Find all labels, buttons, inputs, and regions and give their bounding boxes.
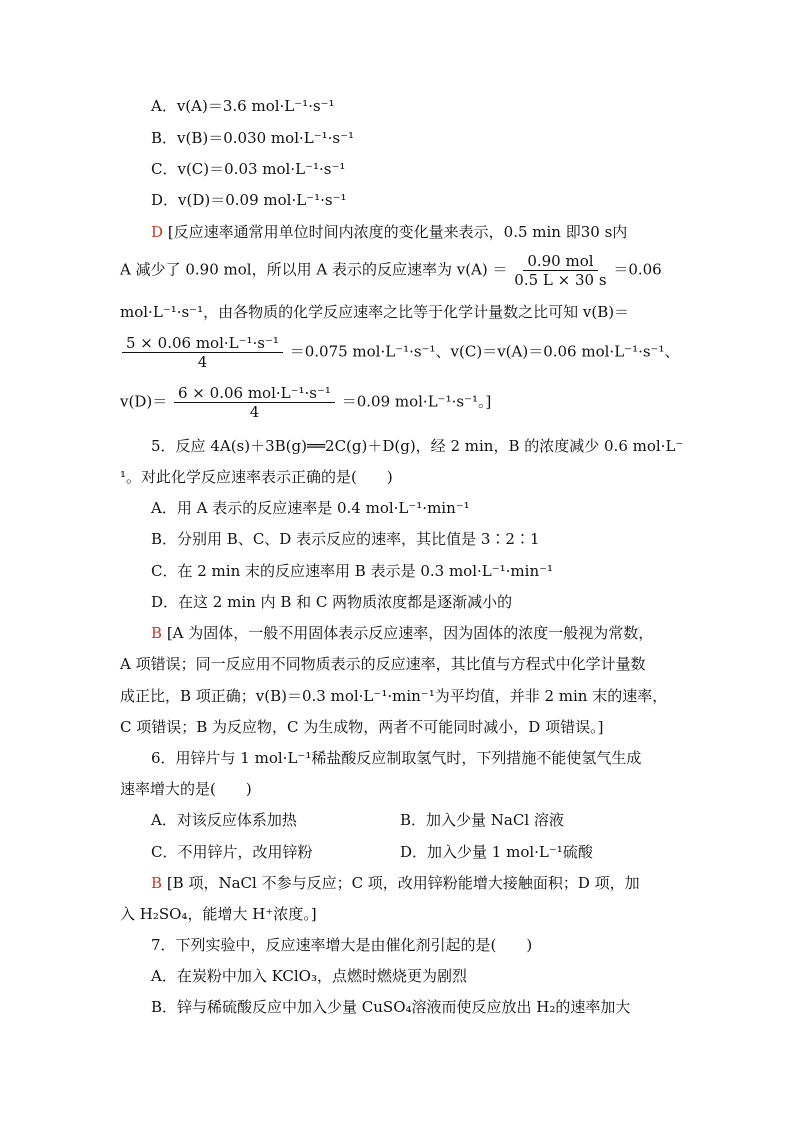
q4-fraction-vd-numerator: 6 × 0.06 mol·L⁻¹·s⁻¹ xyxy=(174,384,335,403)
q6-option-c: C．不用锌片，改用锌粉 xyxy=(151,843,313,861)
q4-explanation-text-2b: ＝0.06 xyxy=(613,260,662,279)
q4-fraction-va xyxy=(514,252,606,289)
q6-option-a: A．对该反应体系加热 xyxy=(151,811,297,829)
q5-explanation-text-1: [A 为固体，一般不用固体表示反应速率，因为固体的浓度一般视为常数， xyxy=(166,624,654,642)
q6-explanation-line-2: 入 H₂SO₄，能增大 H⁺浓度。] xyxy=(120,905,317,923)
q4-fraction-vd xyxy=(174,384,335,421)
q4-option-c: C．v(C)＝0.03 mol·L⁻¹·s⁻¹ xyxy=(151,160,346,178)
q6-answer-letter: B xyxy=(151,874,163,892)
q5-stem-line-1: 5．反应 4A(s)＋3B(g)══2C(g)＋D(g)，经 2 min，B 的浓度减少 0.6 mol·L⁻ xyxy=(151,437,684,455)
q4-explanation-text-5a: v(D)＝ xyxy=(120,392,168,411)
q4-explanation-text-2a: A 减少了 0.90 mol，所以用 A 表示的反应速率为 v(A) ＝ xyxy=(120,260,508,279)
q4-option-d: D．v(D)＝0.09 mol·L⁻¹·s⁻¹ xyxy=(151,191,347,209)
q4-fraction-vd-denominator: 4 xyxy=(249,403,260,421)
q7-option-a: A．在炭粉中加入 KClO₃，点燃时燃烧更为剧烈 xyxy=(151,967,467,985)
q5-option-c: C．在 2 min 末的反应速率用 B 表示是 0.3 mol·L⁻¹·min⁻¹ xyxy=(151,562,554,580)
q5-option-b: B．分别用 B、C、D 表示反应的速率，其比值是 3∶2∶1 xyxy=(151,530,540,548)
q6-option-b: B．加入少量 NaCl 溶液 xyxy=(400,811,564,829)
q5-explanation-line-3: 成正比，B 项正确；v(B)＝0.3 mol·L⁻¹·min⁻¹为平均值，并非 2 min 末的速率， xyxy=(120,687,668,705)
q5-explanation-line-1 xyxy=(151,623,653,643)
q4-fraction-vb xyxy=(122,334,283,371)
q4-explanation-line-5 xyxy=(120,384,491,421)
q5-stem-line-2: ¹。对此化学反应速率表示正确的是( ) xyxy=(120,468,393,486)
q5-option-a: A．用 A 表示的反应速率是 0.4 mol·L⁻¹·min⁻¹ xyxy=(151,499,470,517)
q4-explanation-text-1: [反应速率通常用单位时间内浓度的变化量来表示，0.5 min 即30 s内 xyxy=(167,223,628,241)
q4-explanation-line-1 xyxy=(151,222,627,242)
q5-answer-letter: B xyxy=(151,624,163,642)
q5-explanation-line-2: A 项错误；同一反应用不同物质表示的反应速率，其比值与方程式中化学计量数 xyxy=(120,655,646,673)
q4-fraction-vb-numerator: 5 × 0.06 mol·L⁻¹·s⁻¹ xyxy=(122,334,283,353)
q5-option-d: D．在这 2 min 内 B 和 C 两物质浓度都是逐渐减小的 xyxy=(151,593,513,611)
q6-explanation-text-1: [B 项，NaCl 不参与反应；C 项，改用锌粉能增大接触面积；D 项，加 xyxy=(166,874,640,892)
q4-explanation-text-4b: ＝0.075 mol·L⁻¹·s⁻¹、v(C)＝v(A)＝0.06 mol·L⁻¹·s⁻¹、 xyxy=(289,342,680,361)
q4-option-a: A．v(A)＝3.6 mol·L⁻¹·s⁻¹ xyxy=(151,97,335,115)
q4-answer-letter: D xyxy=(151,223,164,241)
q4-explanation-line-2 xyxy=(120,252,662,289)
q5-explanation-line-4: C 项错误；B 为反应物，C 为生成物，两者不可能同时减小，D 项错误。] xyxy=(120,718,604,736)
q4-explanation-line-4 xyxy=(120,334,679,371)
q6-stem-line-1: 6．用锌片与 1 mol·L⁻¹稀盐酸反应制取氢气时，下列措施不能使氢气生成 xyxy=(151,749,642,767)
q6-stem-line-2: 速率增大的是( ) xyxy=(120,780,252,798)
q7-stem: 7．下列实验中，反应速率增大是由催化剂引起的是( ) xyxy=(151,936,533,954)
q6-option-d: D．加入少量 1 mol·L⁻¹硫酸 xyxy=(400,843,593,861)
q4-fraction-vb-denominator: 4 xyxy=(197,353,208,371)
q4-explanation-line-3: mol·L⁻¹·s⁻¹，由各物质的化学反应速率之比等于化学计量数之比可知 v(B)＝ xyxy=(120,303,630,321)
q7-option-b: B．锌与稀硫酸反应中加入少量 CuSO₄溶液而使反应放出 H₂的速率加大 xyxy=(151,998,631,1016)
q4-fraction-va-denominator: 0.5 L × 30 s xyxy=(514,271,607,289)
q4-explanation-text-5b: ＝0.09 mol·L⁻¹·s⁻¹。] xyxy=(341,392,492,411)
q6-explanation-line-1 xyxy=(151,873,640,893)
q4-fraction-va-numerator: 0.90 mol xyxy=(523,252,597,271)
q4-option-b: B．v(B)＝0.030 mol·L⁻¹·s⁻¹ xyxy=(151,129,355,147)
